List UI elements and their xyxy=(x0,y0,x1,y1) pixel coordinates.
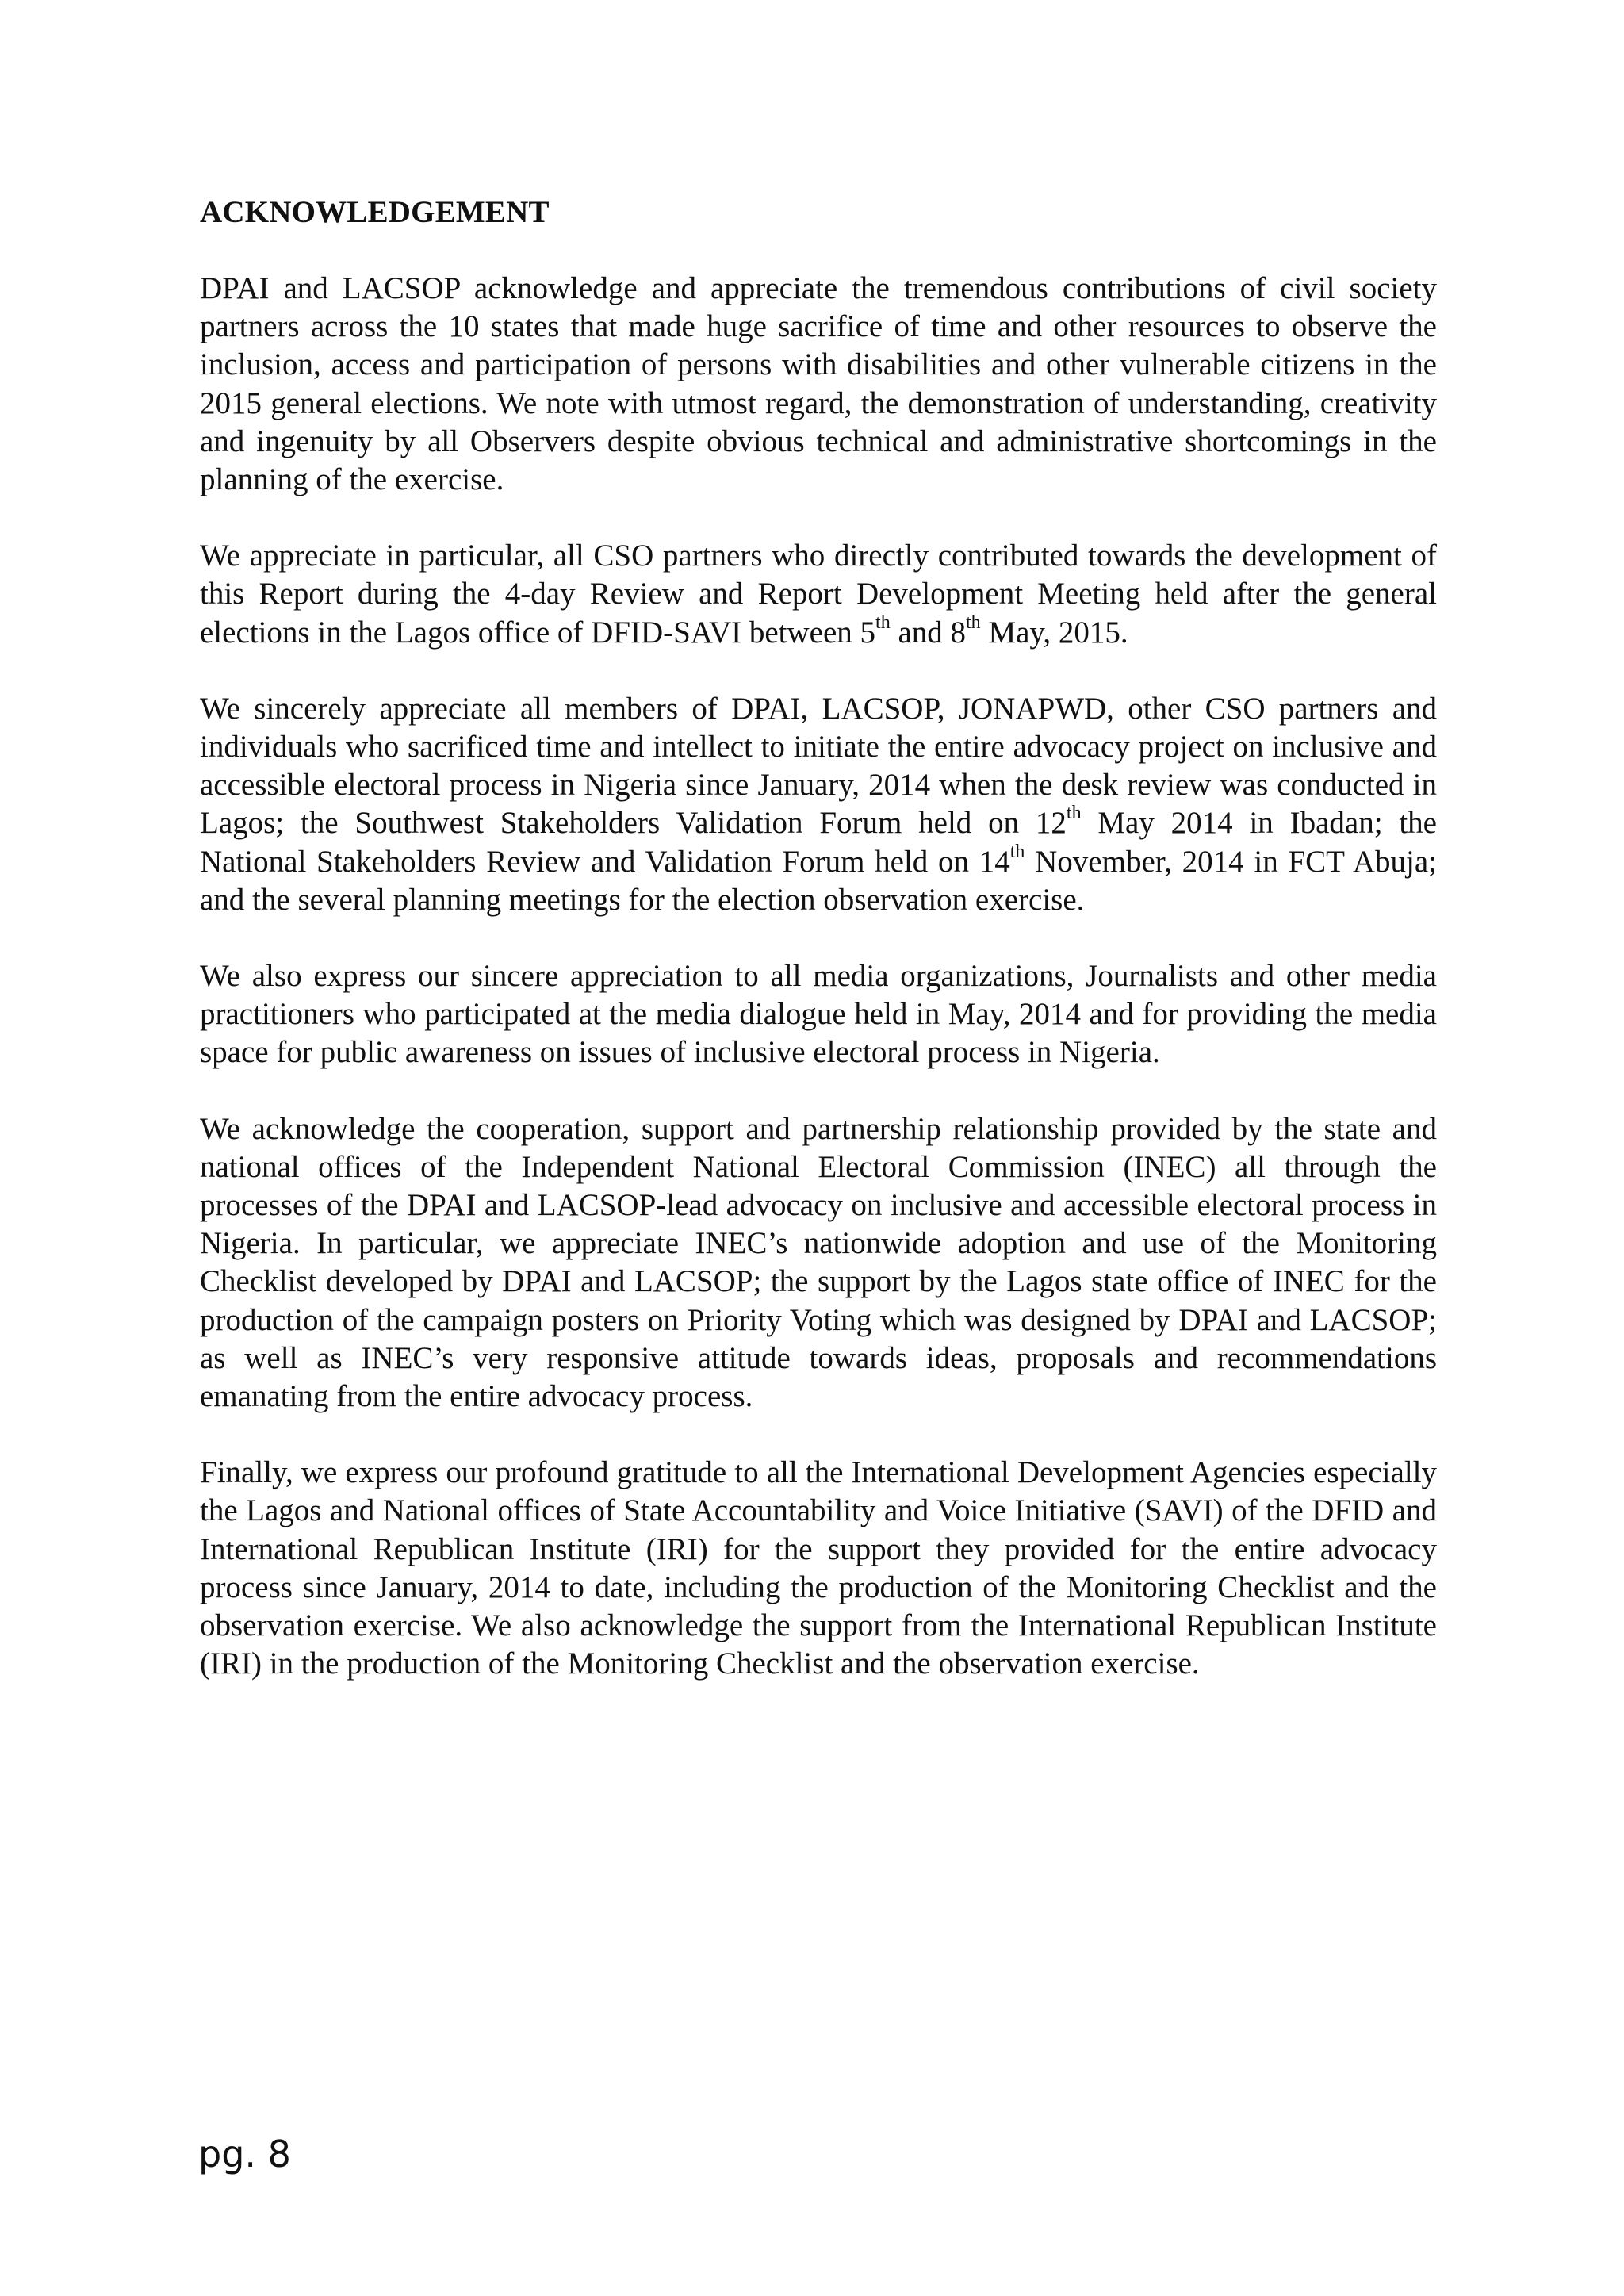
paragraph-inec-cooperation: We acknowledge the cooperation, support and partnership relationship provided by the state and national offices of the Independent National Electoral Commission (INEC) all through the processes of the DPAI and LACSOP-lead advocacy on inclusive and accessible electoral process in Nigeria. In particular, we appreciate INEC’s nationwide adoption and use of the Monitoring Checklist developed by DPAI and LACSOP; the support by the Lagos state office of INEC for the production of the campaign posters on Priority Voting which was designed by DPAI and LACSOP; as well as INEC’s very responsive attitude towards ideas, proposals and recommendations emanating from the entire advocacy process. xyxy=(200,1111,1437,1414)
ordinal-suffix: th xyxy=(966,611,981,633)
paragraph-civil-society-contributions: DPAI and LACSOP acknowledge and appreciate the tremendous contributions of civil society partners across the 10 states that made huge sacrifice of time and other resources to observe the inclusion, access and participation of persons with disabilities and other vulnerable citizens in the 2015 general elections. We note with utmost regard, the demonstration of understanding, creativity and ingenuity by all Observers despite obvious technical and administrative shortcomings in the planning of the exercise. xyxy=(200,271,1437,497)
paragraph-media-appreciation: We also express our sincere appreciation to all media organizations, Journalists and other media practitioners who participated at the media dialogue held in May, 2014 and for providing the media space for public awareness on issues of inclusive electoral process in Nigeria. xyxy=(200,959,1437,1070)
paragraph-advocacy-members xyxy=(200,690,1437,919)
page-title: ACKNOWLEDGEMENT xyxy=(200,195,550,229)
paragraph-text: We sincerely appreciate all members of DPAI, LACSOP, JONAPWD, other CSO partners and individuals who sacrificed time and intellect to initiate the entire advocacy project on inclusive and accessible electoral process in Nigeria since January, 2014 when the desk review was conducted in Lagos; the Southwest Stakeholders Validation Forum held on 12 xyxy=(200,691,1437,841)
document-body xyxy=(200,194,1437,1722)
page-number: pg. 8 xyxy=(198,2133,291,2175)
ordinal-suffix: th xyxy=(875,611,891,633)
ordinal-suffix: th xyxy=(1009,841,1025,862)
ordinal-suffix: th xyxy=(1066,803,1082,824)
paragraph-text: We appreciate in particular, all CSO partners who directly contributed towards the development of this Report during the 4-day Review and Report Development Meeting held after the general elections in the Lagos office of DFID-SAVI between 5 xyxy=(200,539,1437,650)
paragraph-text: May, 2015. xyxy=(980,615,1128,650)
paragraph-development-agencies: Finally, we express our profound gratitude to all the International Development Agencies especially the Lagos and National offices of State Accountability and Voice Initiative (SAVI) of the DFID and International Republican Institute (IRI) for the support they provided for the entire advocacy process since January, 2014 to date, including the production of the Monitoring Checklist and the observation exercise. We also acknowledge the support from the International Republican Institute (IRI) in the production of the Monitoring Checklist and the observation exercise. xyxy=(200,1455,1437,1681)
paragraph-text: November, 2014 in FCT Abuja; and the several planning meetings for the election observation exercise. xyxy=(200,844,1437,917)
paragraph-text: and 8 xyxy=(890,615,967,650)
paragraph-report-development-meeting xyxy=(200,537,1437,652)
paragraph-text: May 2014 in Ibadan; the National Stakeholders Review and Validation Forum held on 14 xyxy=(200,806,1437,879)
